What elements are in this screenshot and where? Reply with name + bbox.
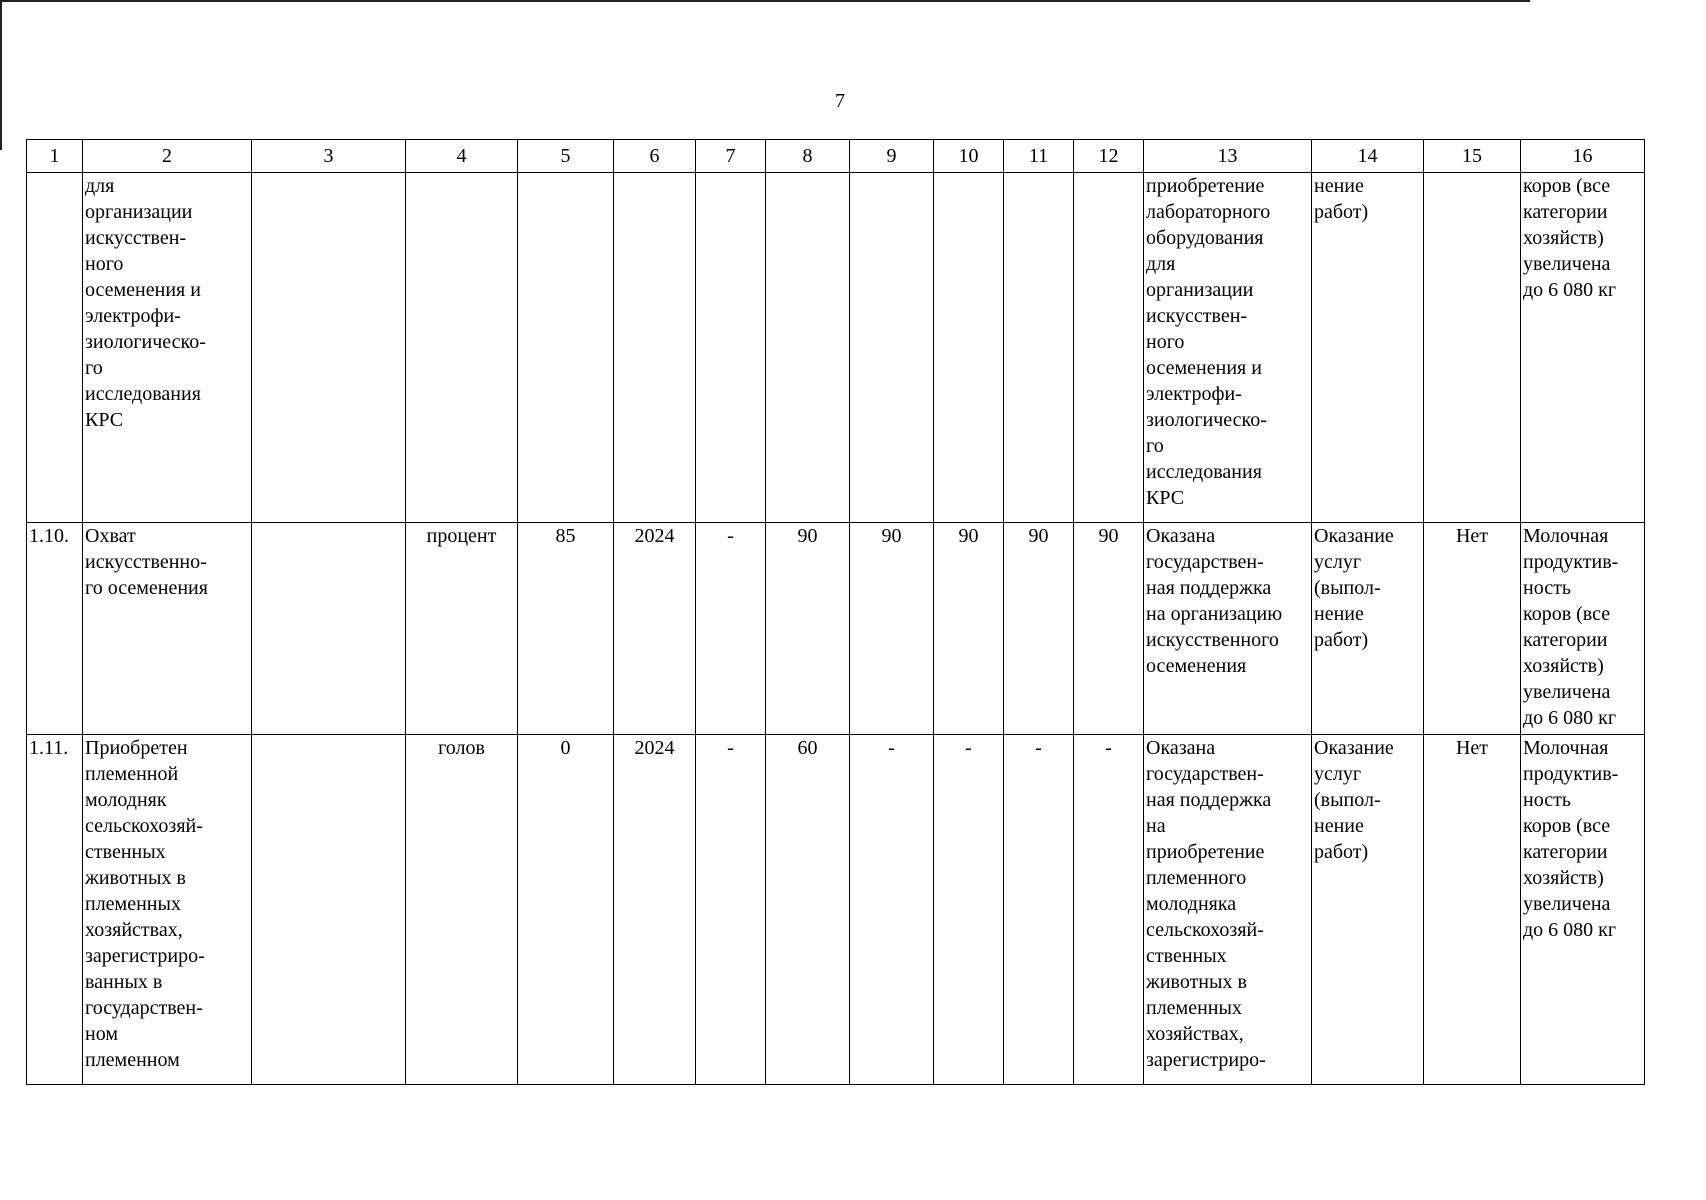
header-cell: 15 bbox=[1424, 140, 1521, 173]
period-value-cell: 90 bbox=[1074, 523, 1144, 735]
flag-cell bbox=[1424, 173, 1521, 523]
table-header-row bbox=[27, 140, 1645, 173]
period-value-cell bbox=[1004, 173, 1074, 523]
period-value-cell: 60 bbox=[766, 735, 850, 1085]
period-value-cell bbox=[1074, 173, 1144, 523]
indicator-name-cell: Охват искусственно- го осеменения bbox=[83, 523, 252, 735]
task-description-cell: Оказана государствен- ная поддержка на приобретение племенного молодняка сельскохозяй- ственных животных в племенных хозяйствах, зарегистриро- bbox=[1144, 735, 1312, 1085]
header-cell: 12 bbox=[1074, 140, 1144, 173]
header-cell: 16 bbox=[1521, 140, 1645, 173]
linked-indicator-cell: коров (все категории хозяйств) увеличена до 6 080 кг bbox=[1521, 173, 1645, 523]
column-3-cell bbox=[252, 523, 406, 735]
column-3-cell bbox=[252, 173, 406, 523]
task-description-cell: приобретение лабораторного оборудования для организации искусствен- ного осеменения и электрофи- зиологическо- го исследования КРС bbox=[1144, 173, 1312, 523]
header-cell: 3 bbox=[252, 140, 406, 173]
period-value-cell: 90 bbox=[934, 523, 1004, 735]
header-cell: 14 bbox=[1312, 140, 1424, 173]
period-value-cell: - bbox=[850, 735, 934, 1085]
period-value-cell bbox=[696, 173, 766, 523]
indicator-name-cell: для организации искусствен- ного осеменения и электрофи- зиологическо- го исследования КРС bbox=[83, 173, 252, 523]
unit-cell bbox=[406, 173, 518, 523]
period-value-cell bbox=[850, 173, 934, 523]
linked-indicator-cell: Молочная продуктив- ность коров (все категории хозяйств) увеличена до 6 080 кг bbox=[1521, 523, 1645, 735]
table-row bbox=[27, 523, 1645, 735]
header-cell: 2 bbox=[83, 140, 252, 173]
base-value-cell bbox=[518, 173, 614, 523]
unit-cell: процент bbox=[406, 523, 518, 735]
linked-indicator-cell: Молочная продуктив- ность коров (все категории хозяйств) увеличена до 6 080 кг bbox=[1521, 735, 1645, 1085]
period-value-cell: 90 bbox=[1004, 523, 1074, 735]
base-year-cell: 2024 bbox=[614, 523, 696, 735]
period-value-cell bbox=[766, 173, 850, 523]
scan-edge-top bbox=[0, 0, 1530, 2]
header-cell: 13 bbox=[1144, 140, 1312, 173]
period-value-cell: 90 bbox=[850, 523, 934, 735]
header-cell: 10 bbox=[934, 140, 1004, 173]
period-value-cell bbox=[934, 173, 1004, 523]
period-value-cell: - bbox=[1004, 735, 1074, 1085]
period-value-cell: - bbox=[1074, 735, 1144, 1085]
period-value-cell: - bbox=[696, 523, 766, 735]
header-cell: 7 bbox=[696, 140, 766, 173]
indicators-table bbox=[26, 139, 1645, 1085]
page-number: 7 bbox=[835, 90, 845, 112]
row-number-cell bbox=[27, 173, 83, 523]
task-type-cell: Оказание услуг (выпол- нение работ) bbox=[1312, 523, 1424, 735]
scan-edge-left bbox=[0, 0, 2, 150]
header-cell: 11 bbox=[1004, 140, 1074, 173]
period-value-cell: - bbox=[696, 735, 766, 1085]
base-value-cell: 85 bbox=[518, 523, 614, 735]
period-value-cell: - bbox=[934, 735, 1004, 1085]
base-year-cell: 2024 bbox=[614, 735, 696, 1085]
table-row bbox=[27, 735, 1645, 1085]
column-3-cell bbox=[252, 735, 406, 1085]
header-cell: 6 bbox=[614, 140, 696, 173]
indicator-name-cell: Приобретен племенной молодняк сельскохозяй- ственных животных в племенных хозяйствах, зарегистриро- ванных в государствен- ном племенном bbox=[83, 735, 252, 1085]
table-row-continuation bbox=[27, 173, 1645, 523]
base-value-cell: 0 bbox=[518, 735, 614, 1085]
task-type-cell: нение работ) bbox=[1312, 173, 1424, 523]
row-number-cell: 1.11. bbox=[27, 735, 83, 1085]
task-description-cell: Оказана государствен- ная поддержка на организацию искусственного осеменения bbox=[1144, 523, 1312, 735]
base-year-cell bbox=[614, 173, 696, 523]
flag-cell: Нет bbox=[1424, 523, 1521, 735]
unit-cell: голов bbox=[406, 735, 518, 1085]
header-cell: 5 bbox=[518, 140, 614, 173]
row-number-cell: 1.10. bbox=[27, 523, 83, 735]
header-cell: 4 bbox=[406, 140, 518, 173]
header-cell: 1 bbox=[27, 140, 83, 173]
header-cell: 9 bbox=[850, 140, 934, 173]
flag-cell: Нет bbox=[1424, 735, 1521, 1085]
header-cell: 8 bbox=[766, 140, 850, 173]
task-type-cell: Оказание услуг (выпол- нение работ) bbox=[1312, 735, 1424, 1085]
period-value-cell: 90 bbox=[766, 523, 850, 735]
